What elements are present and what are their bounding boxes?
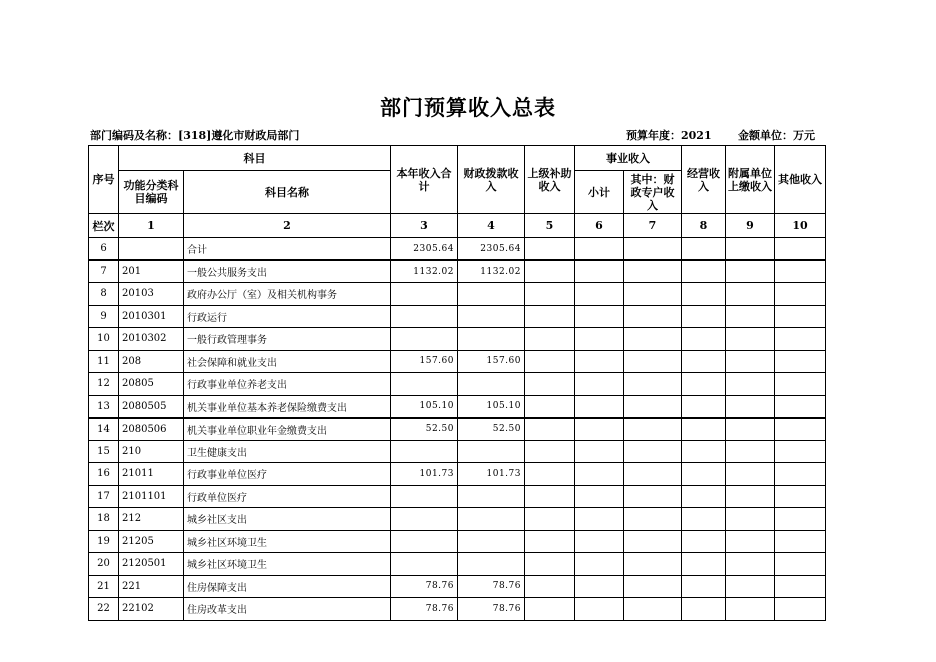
row-other-income [775, 418, 826, 441]
row-superior-subsidy [525, 395, 575, 418]
row-function-code: 21205 [119, 530, 184, 553]
header-fiscal-allocation: 财政拨款收入 [458, 146, 525, 214]
row-operating-income [682, 598, 726, 621]
row-function-code: 2080505 [119, 395, 184, 418]
row-business-subtotal [575, 530, 624, 553]
budget-income-table [88, 145, 826, 621]
row-fiscal-allocation [458, 530, 525, 553]
row-subject-name: 行政事业单位医疗 [184, 463, 391, 486]
row-annual-income [391, 305, 458, 328]
header-subtotal: 小计 [575, 171, 624, 214]
header-function-code: 功能分类科目编码 [119, 171, 184, 214]
row-operating-income [682, 260, 726, 283]
column-number: 7 [624, 214, 682, 238]
row-seq: 19 [89, 530, 119, 553]
row-seq: 11 [89, 350, 119, 373]
row-function-code: 2080506 [119, 418, 184, 441]
table-row [89, 283, 826, 306]
column-number: 8 [682, 214, 726, 238]
row-subject-name: 一般公共服务支出 [184, 260, 391, 283]
row-function-code: 210 [119, 440, 184, 463]
row-fiscal-allocation: 52.50 [458, 418, 525, 441]
header-affiliated-income: 附属单位上缴收入 [726, 146, 775, 214]
row-operating-income [682, 508, 726, 531]
department-label: 部门编码及名称：[318]遵化市财政局部门 [90, 129, 300, 142]
row-affiliated-income [726, 238, 775, 261]
amount-unit-label: 金额单位：万元 [738, 129, 815, 142]
row-superior-subsidy [525, 260, 575, 283]
row-special-account [624, 395, 682, 418]
header-business-income: 事业收入 [575, 146, 682, 171]
row-seq: 13 [89, 395, 119, 418]
row-affiliated-income [726, 350, 775, 373]
row-subject-name: 行政运行 [184, 305, 391, 328]
row-subject-name: 卫生健康支出 [184, 440, 391, 463]
row-other-income [775, 305, 826, 328]
row-fiscal-allocation [458, 328, 525, 351]
header-special-account: 其中：财政专户收入 [624, 171, 682, 214]
row-function-code: 221 [119, 575, 184, 598]
column-number: 2 [184, 214, 391, 238]
row-subject-name: 城乡社区环境卫生 [184, 553, 391, 576]
row-other-income [775, 395, 826, 418]
column-number-label: 栏次 [89, 214, 119, 238]
row-function-code: 20103 [119, 283, 184, 306]
row-function-code: 208 [119, 350, 184, 373]
row-operating-income [682, 350, 726, 373]
row-affiliated-income [726, 553, 775, 576]
row-other-income [775, 530, 826, 553]
column-number: 1 [119, 214, 184, 238]
row-other-income [775, 283, 826, 306]
row-subject-name: 机关事业单位职业年金缴费支出 [184, 418, 391, 441]
column-number: 5 [525, 214, 575, 238]
row-fiscal-allocation: 105.10 [458, 395, 525, 418]
row-annual-income [391, 485, 458, 508]
row-business-subtotal [575, 575, 624, 598]
page-title: 部门预算收入总表 [380, 95, 556, 120]
row-fiscal-allocation [458, 485, 525, 508]
header-superior-subsidy: 上级补助收入 [525, 146, 575, 214]
row-function-code: 2120501 [119, 553, 184, 576]
row-business-subtotal [575, 553, 624, 576]
row-function-code: 22102 [119, 598, 184, 621]
row-superior-subsidy [525, 373, 575, 396]
row-annual-income [391, 508, 458, 531]
row-annual-income [391, 553, 458, 576]
row-affiliated-income [726, 395, 775, 418]
row-seq: 18 [89, 508, 119, 531]
row-business-subtotal [575, 395, 624, 418]
row-annual-income: 2305.64 [391, 238, 458, 261]
row-special-account [624, 260, 682, 283]
column-number: 9 [726, 214, 775, 238]
row-function-code: 21011 [119, 463, 184, 486]
row-function-code: 2101101 [119, 485, 184, 508]
row-operating-income [682, 575, 726, 598]
column-number: 10 [775, 214, 826, 238]
row-subject-name: 政府办公厅（室）及相关机构事务 [184, 283, 391, 306]
row-subject-name: 机关事业单位基本养老保险缴费支出 [184, 395, 391, 418]
row-operating-income [682, 463, 726, 486]
row-operating-income [682, 328, 726, 351]
table-row [89, 485, 826, 508]
row-superior-subsidy [525, 485, 575, 508]
row-business-subtotal [575, 373, 624, 396]
row-special-account [624, 373, 682, 396]
row-special-account [624, 508, 682, 531]
row-other-income [775, 575, 826, 598]
row-special-account [624, 305, 682, 328]
row-business-subtotal [575, 598, 624, 621]
row-special-account [624, 485, 682, 508]
table-row [89, 530, 826, 553]
row-fiscal-allocation: 101.73 [458, 463, 525, 486]
row-annual-income: 157.60 [391, 350, 458, 373]
table-row [89, 238, 826, 261]
row-operating-income [682, 395, 726, 418]
header-other-income: 其他收入 [775, 146, 826, 214]
row-operating-income [682, 373, 726, 396]
row-business-subtotal [575, 305, 624, 328]
row-operating-income [682, 283, 726, 306]
row-affiliated-income [726, 305, 775, 328]
row-other-income [775, 260, 826, 283]
row-superior-subsidy [525, 598, 575, 621]
row-special-account [624, 575, 682, 598]
header-operating-income: 经营收入 [682, 146, 726, 214]
row-subject-name: 住房保障支出 [184, 575, 391, 598]
row-annual-income: 1132.02 [391, 260, 458, 283]
row-subject-name: 社会保障和就业支出 [184, 350, 391, 373]
header-subject: 科目 [119, 146, 391, 171]
row-affiliated-income [726, 598, 775, 621]
row-function-code: 2010302 [119, 328, 184, 351]
row-special-account [624, 350, 682, 373]
row-superior-subsidy [525, 305, 575, 328]
row-affiliated-income [726, 373, 775, 396]
row-seq: 15 [89, 440, 119, 463]
table-row [89, 305, 826, 328]
row-business-subtotal [575, 260, 624, 283]
row-operating-income [682, 440, 726, 463]
row-other-income [775, 553, 826, 576]
row-operating-income [682, 485, 726, 508]
row-subject-name: 城乡社区支出 [184, 508, 391, 531]
row-superior-subsidy [525, 508, 575, 531]
row-other-income [775, 350, 826, 373]
table-row [89, 463, 826, 486]
row-subject-name: 城乡社区环境卫生 [184, 530, 391, 553]
row-seq: 14 [89, 418, 119, 441]
row-business-subtotal [575, 238, 624, 261]
row-seq: 7 [89, 260, 119, 283]
row-operating-income [682, 530, 726, 553]
row-other-income [775, 463, 826, 486]
row-affiliated-income [726, 530, 775, 553]
row-annual-income [391, 283, 458, 306]
row-fiscal-allocation [458, 440, 525, 463]
column-number: 6 [575, 214, 624, 238]
row-superior-subsidy [525, 530, 575, 553]
row-special-account [624, 238, 682, 261]
row-superior-subsidy [525, 463, 575, 486]
row-annual-income [391, 328, 458, 351]
row-superior-subsidy [525, 350, 575, 373]
table-row [89, 328, 826, 351]
row-special-account [624, 283, 682, 306]
row-fiscal-allocation: 78.76 [458, 598, 525, 621]
table-row [89, 440, 826, 463]
row-seq: 17 [89, 485, 119, 508]
row-fiscal-allocation: 2305.64 [458, 238, 525, 261]
table-row [89, 553, 826, 576]
row-seq: 10 [89, 328, 119, 351]
row-seq: 22 [89, 598, 119, 621]
row-subject-name: 一般行政管理事务 [184, 328, 391, 351]
row-annual-income: 78.76 [391, 598, 458, 621]
row-business-subtotal [575, 508, 624, 531]
row-other-income [775, 373, 826, 396]
row-special-account [624, 463, 682, 486]
row-other-income [775, 485, 826, 508]
row-special-account [624, 530, 682, 553]
row-fiscal-allocation [458, 553, 525, 576]
row-affiliated-income [726, 485, 775, 508]
row-annual-income [391, 373, 458, 396]
row-special-account [624, 553, 682, 576]
column-number: 3 [391, 214, 458, 238]
table-row [89, 575, 826, 598]
row-annual-income: 105.10 [391, 395, 458, 418]
row-subject-name: 行政事业单位养老支出 [184, 373, 391, 396]
row-affiliated-income [726, 283, 775, 306]
row-fiscal-allocation [458, 508, 525, 531]
table-row [89, 508, 826, 531]
row-special-account [624, 328, 682, 351]
row-superior-subsidy [525, 238, 575, 261]
row-other-income [775, 328, 826, 351]
row-business-subtotal [575, 283, 624, 306]
row-seq: 8 [89, 283, 119, 306]
row-operating-income [682, 553, 726, 576]
row-fiscal-allocation [458, 283, 525, 306]
row-operating-income [682, 238, 726, 261]
row-affiliated-income [726, 418, 775, 441]
row-special-account [624, 598, 682, 621]
row-superior-subsidy [525, 283, 575, 306]
table-row [89, 260, 826, 283]
row-business-subtotal [575, 328, 624, 351]
row-business-subtotal [575, 440, 624, 463]
header-annual-income: 本年收入合计 [391, 146, 458, 214]
row-fiscal-allocation: 1132.02 [458, 260, 525, 283]
row-annual-income [391, 440, 458, 463]
row-function-code: 20805 [119, 373, 184, 396]
row-special-account [624, 418, 682, 441]
row-function-code: 212 [119, 508, 184, 531]
header-subject-name: 科目名称 [184, 171, 391, 214]
row-superior-subsidy [525, 575, 575, 598]
row-other-income [775, 598, 826, 621]
row-seq: 20 [89, 553, 119, 576]
row-operating-income [682, 418, 726, 441]
row-business-subtotal [575, 350, 624, 373]
row-superior-subsidy [525, 418, 575, 441]
table-row [89, 418, 826, 441]
row-special-account [624, 440, 682, 463]
row-other-income [775, 238, 826, 261]
row-affiliated-income [726, 328, 775, 351]
table-row [89, 350, 826, 373]
row-other-income [775, 508, 826, 531]
row-annual-income: 78.76 [391, 575, 458, 598]
row-fiscal-allocation [458, 305, 525, 328]
row-seq: 6 [89, 238, 119, 261]
row-fiscal-allocation [458, 373, 525, 396]
row-affiliated-income [726, 260, 775, 283]
row-affiliated-income [726, 508, 775, 531]
header-seq: 序号 [89, 146, 119, 214]
row-superior-subsidy [525, 328, 575, 351]
row-annual-income: 101.73 [391, 463, 458, 486]
table-row [89, 598, 826, 621]
row-superior-subsidy [525, 440, 575, 463]
row-seq: 16 [89, 463, 119, 486]
row-subject-name: 住房改革支出 [184, 598, 391, 621]
row-function-code: 2010301 [119, 305, 184, 328]
row-affiliated-income [726, 440, 775, 463]
row-operating-income [682, 305, 726, 328]
row-annual-income [391, 530, 458, 553]
row-subject-name: 合计 [184, 238, 391, 261]
row-function-code: 201 [119, 260, 184, 283]
row-seq: 12 [89, 373, 119, 396]
row-subject-name: 行政单位医疗 [184, 485, 391, 508]
row-affiliated-income [726, 575, 775, 598]
budget-year-label: 预算年度：2021 [626, 129, 712, 142]
row-business-subtotal [575, 485, 624, 508]
row-superior-subsidy [525, 553, 575, 576]
row-seq: 9 [89, 305, 119, 328]
row-function-code [119, 238, 184, 261]
row-annual-income: 52.50 [391, 418, 458, 441]
row-business-subtotal [575, 418, 624, 441]
table-row [89, 373, 826, 396]
column-number: 4 [458, 214, 525, 238]
row-fiscal-allocation: 157.60 [458, 350, 525, 373]
row-affiliated-income [726, 463, 775, 486]
row-business-subtotal [575, 463, 624, 486]
row-other-income [775, 440, 826, 463]
table-row [89, 395, 826, 418]
row-fiscal-allocation: 78.76 [458, 575, 525, 598]
row-seq: 21 [89, 575, 119, 598]
